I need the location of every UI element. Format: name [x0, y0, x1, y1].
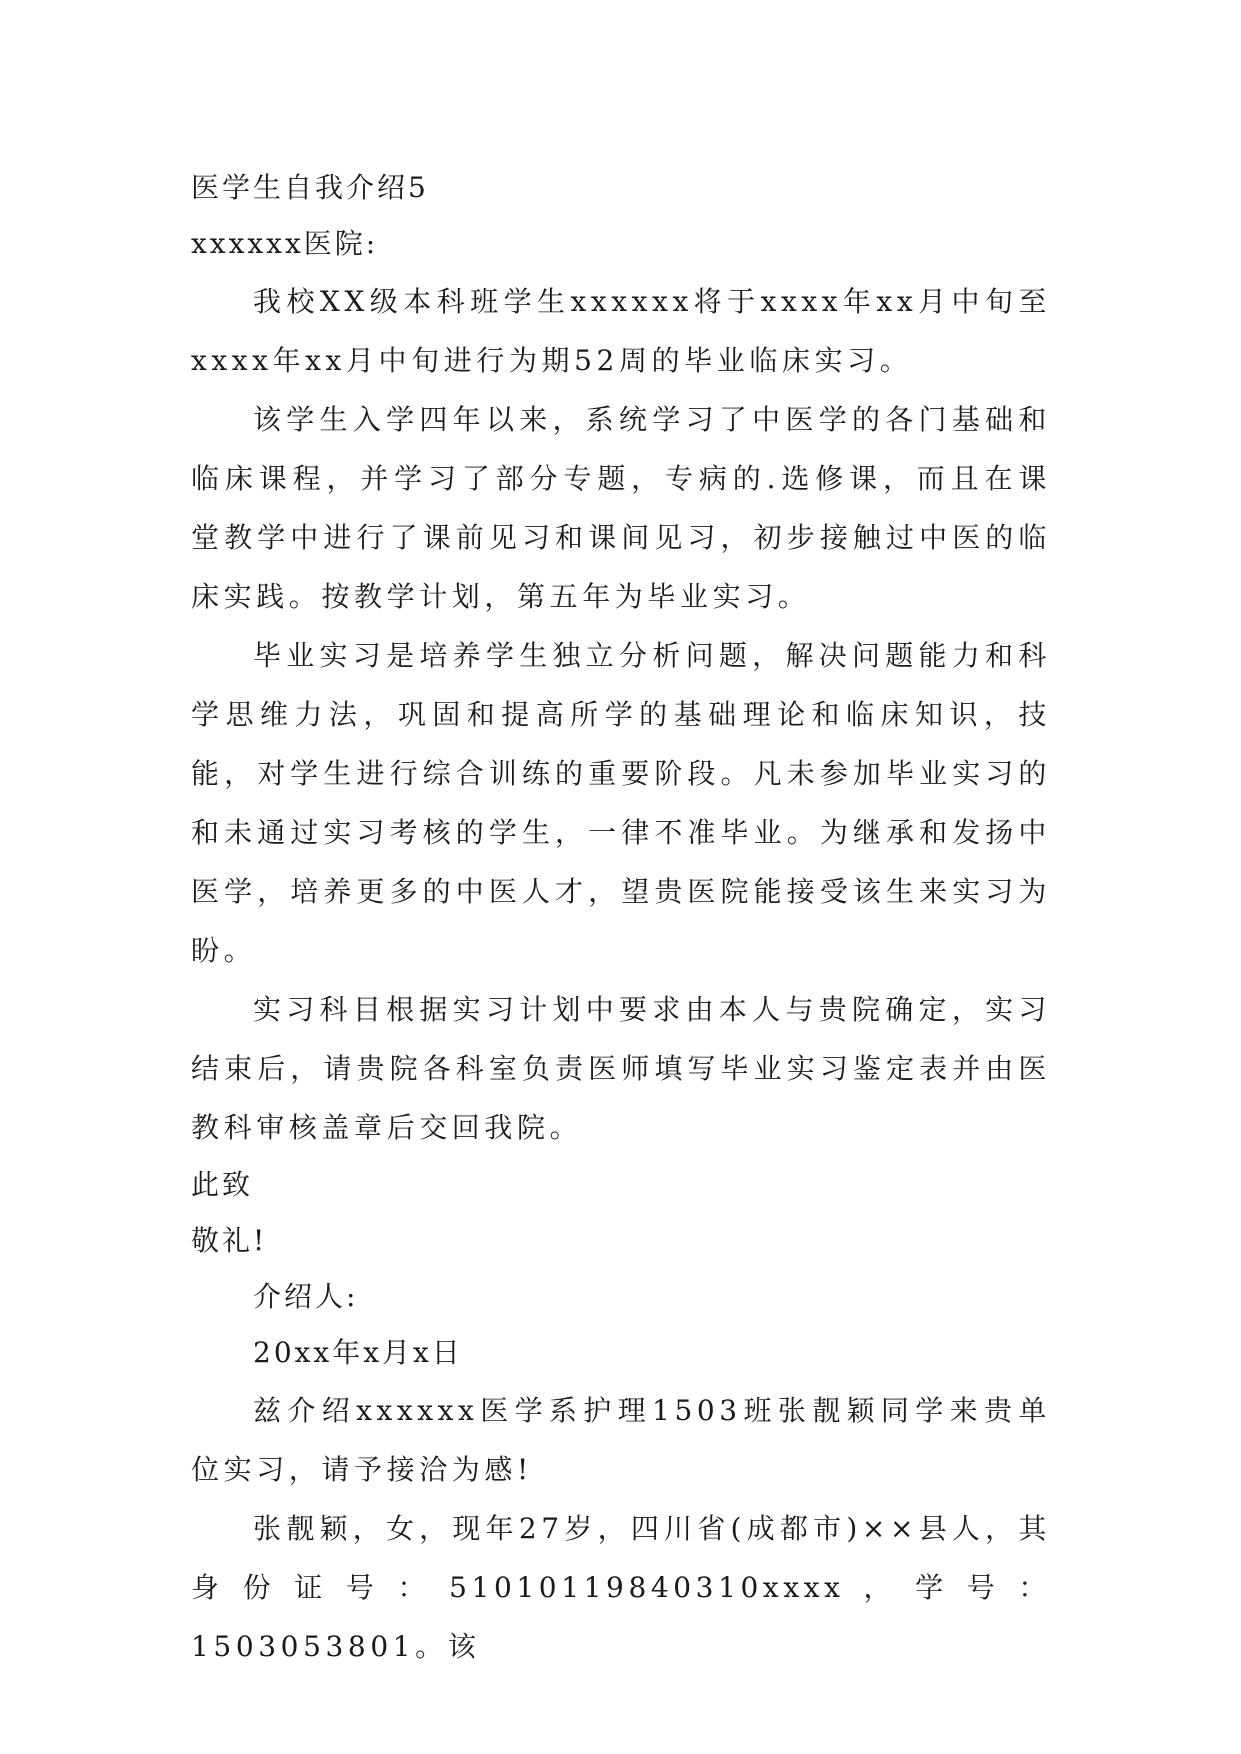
body-paragraph: 毕业实习是培养学生独立分析问题，解决问题能力和科学思维力法，巩固和提高所学的基础理论和临床知识，技能，对学生进行综合训练的重要阶段。凡未参加毕业实习的和未通过实习考核的学生，一律不准毕业。为继承和发扬中医学，培养更多的中医人才，望贵医院能接受该生来实习为盼。: [191, 639, 1051, 967]
body-paragraph: 我校XX级本科班学生xxxxxx将于xxxx年xx月中旬至xxxx年xx月中旬进行为期52周的毕业临床实习。: [191, 285, 1051, 377]
document-title: 医学生自我介绍5: [191, 171, 429, 204]
body-paragraph: 实习科目根据实习计划中要求由本人与贵院确定，实习结束后，请贵院各科室负责医师填写毕业实习鉴定表并由医教科审核盖章后交回我院。: [191, 993, 1051, 1144]
salutation: xxxxxx医院:: [191, 227, 379, 260]
body-paragraph: 张靓颖，女，现年27岁，四川省(成都市)××县人，其身份证号：51010119840310xxxx，学号：1503053801。该: [191, 1512, 1051, 1663]
introducer-label: 介绍人:: [253, 1280, 359, 1313]
document-page: [191, 160, 1051, 1676]
letter-date: 20xx年x月x日: [253, 1336, 463, 1369]
body-paragraph: 该学生入学四年以来，系统学习了中医学的各门基础和临床课程，并学习了部分专题，专病的.选修课，而且在课堂教学中进行了课前见习和课间见习，初步接触过中医的临床实践。按教学计划，第五年为毕业实习。: [191, 403, 1051, 613]
body-paragraph: 兹介绍xxxxxx医学系护理1503班张靓颖同学来贵单位实习，请予接洽为感!: [191, 1394, 1051, 1486]
closing-greeting: 此致: [191, 1168, 254, 1201]
closing-regards: 敬礼!: [191, 1224, 268, 1257]
